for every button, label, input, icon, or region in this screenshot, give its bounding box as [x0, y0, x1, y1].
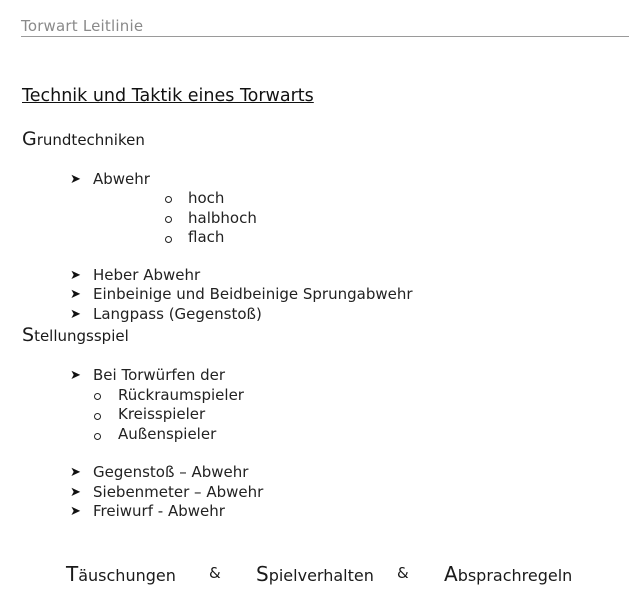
list-item: Abwehr	[93, 170, 150, 188]
list-item: Gegenstoß – Abwehr	[93, 463, 249, 481]
sub-list-item: hoch	[188, 189, 225, 207]
arrow-bullet-icon: ➤	[70, 287, 81, 302]
arrow-bullet-icon: ➤	[70, 485, 81, 500]
bottom-term-spielverhalten	[256, 562, 374, 586]
arrow-bullet-icon: ➤	[70, 504, 81, 519]
arrow-bullet-icon: ➤	[70, 368, 81, 383]
section-heading-stellungsspiel	[22, 324, 129, 346]
list-item: Freiwurf - Abwehr	[93, 502, 225, 520]
list-item: Langpass (Gegenstoß)	[93, 305, 262, 323]
term-initial: T	[66, 562, 79, 586]
circle-bullet-icon	[165, 216, 172, 223]
sub-list-item: Außenspieler	[118, 425, 217, 443]
sub-list-item: Rückraumspieler	[118, 386, 244, 404]
list-item: Einbeinige und Beidbeinige Sprungabwehr	[93, 285, 413, 303]
circle-bullet-icon	[165, 196, 172, 203]
page-header: Torwart Leitlinie	[21, 17, 629, 37]
document-title: Technik und Taktik eines Torwarts	[22, 86, 314, 106]
arrow-bullet-icon: ➤	[70, 172, 81, 187]
bottom-term-absprachregeln	[444, 562, 572, 586]
list-item: Heber Abwehr	[93, 266, 201, 284]
arrow-bullet-icon: ➤	[70, 465, 81, 480]
circle-bullet-icon	[94, 393, 101, 400]
circle-bullet-icon	[94, 413, 101, 420]
term-rest: pielverhalten	[268, 566, 374, 585]
arrow-bullet-icon: ➤	[70, 307, 81, 322]
term-rest: bsprachregeln	[457, 566, 573, 585]
section-rest: rundtechniken	[36, 131, 145, 149]
ampersand-separator: &	[397, 564, 409, 582]
sub-list-item: Kreisspieler	[118, 405, 206, 423]
ampersand-separator: &	[209, 564, 221, 582]
list-item: Siebenmeter – Abwehr	[93, 483, 264, 501]
section-rest: tellungsspiel	[34, 327, 129, 345]
sub-list-item: flach	[188, 228, 225, 246]
section-initial: G	[22, 128, 37, 150]
sub-list-item: halbhoch	[188, 209, 257, 227]
arrow-bullet-icon: ➤	[70, 268, 81, 283]
circle-bullet-icon	[94, 433, 101, 440]
term-initial: S	[256, 562, 269, 586]
term-initial: A	[444, 562, 458, 586]
circle-bullet-icon	[165, 236, 172, 243]
section-initial: S	[22, 324, 35, 346]
list-item: Bei Torwürfen der	[93, 366, 226, 384]
term-rest: äuschungen	[78, 566, 176, 585]
bottom-term-taeuschungen	[66, 562, 176, 586]
section-heading-grundtechniken	[22, 128, 145, 150]
